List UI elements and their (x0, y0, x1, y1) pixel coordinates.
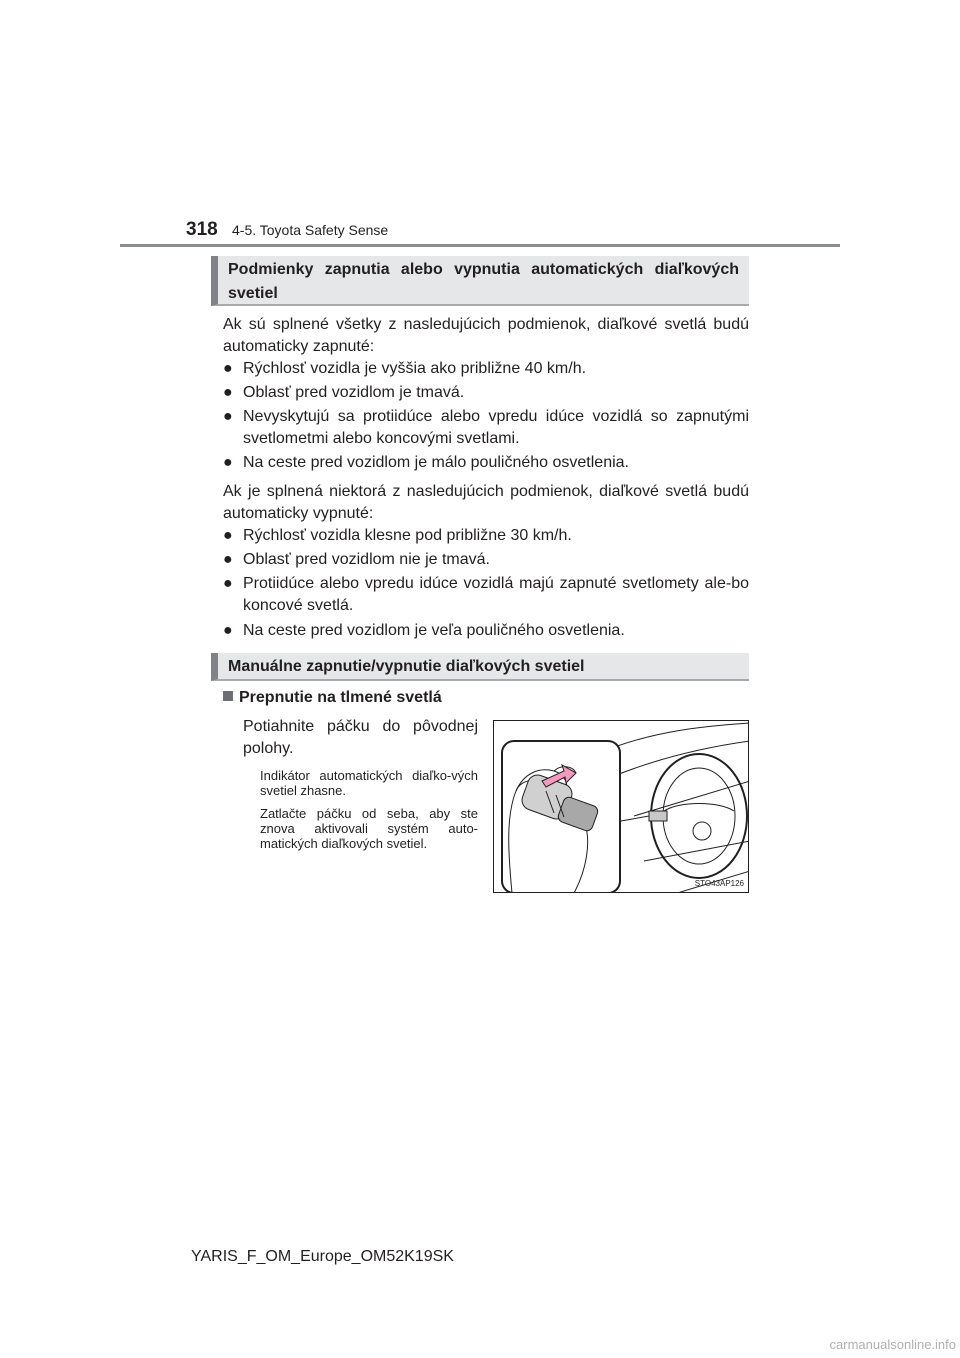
lever-illustration (493, 720, 749, 893)
on-condition-text: Rýchlosť vozidla je vyššia ako približne 40 km/h. (243, 360, 587, 377)
on-condition-item (223, 406, 749, 450)
off-condition-text: Na ceste pred vozidlom je veľa pouličného osvetlenia. (243, 622, 625, 639)
heading-auto-conditions: Podmienky zapnutia alebo vypnutia automatických diaľkových svetiel (211, 256, 749, 306)
heading-manual-toggle: Manuálne zapnutie/vypnutie diaľkových svetiel (211, 653, 749, 681)
note-indicator-off: Indikátor automatických diaľko-vých svetiel zhasne. (260, 768, 478, 798)
figure-code: STO43AP126 (694, 879, 744, 888)
on-condition-item (223, 452, 749, 474)
bullet-icon: ● (223, 360, 233, 377)
subheading-low-beam (223, 689, 442, 707)
off-condition-item (223, 573, 749, 617)
page-number: 318 (186, 219, 218, 240)
header-rule (120, 244, 840, 247)
on-condition-item (223, 382, 749, 404)
on-condition-text: Na ceste pred vozidlom je málo pouličného osvetlenia. (243, 454, 629, 471)
off-condition-text: Oblasť pred vozidlom nie je tmavá. (243, 551, 490, 568)
on-condition-text: Oblasť pred vozidlom je tmavá. (243, 384, 465, 401)
on-condition-text: Nevyskytujú sa protiidúce alebo vpredu idúce vozidlá so zapnutými svetlometmi alebo koncovými svetlami. (243, 408, 749, 447)
bullet-icon: ● (223, 454, 233, 471)
watermark: carmanualsonline.info (829, 1337, 956, 1352)
bullet-icon: ● (223, 575, 233, 592)
off-condition-text: Rýchlosť vozidla klesne pod približne 30 km/h. (243, 527, 572, 544)
section-title: 4-5. Toyota Safety Sense (232, 222, 389, 238)
off-condition-text: Protiidúce alebo vpredu idúce vozidlá majú zapnuté svetlomety ale-bo koncové svetlá. (243, 575, 749, 614)
on-condition-item (223, 358, 749, 380)
bullet-icon: ● (223, 527, 233, 544)
bullet-icon: ● (223, 408, 233, 425)
instruction-text: Potiahnite páčku do pôvodnej polohy. (243, 718, 478, 757)
off-condition-item (223, 525, 749, 547)
off-condition-item (223, 620, 749, 642)
footer-document-code: YARIS_F_OM_Europe_OM52K19SK (191, 1248, 454, 1265)
intro-on-paragraph: Ak sú splnené všetky z nasledujúcich podmienok, diaľkové svetlá budú automaticky zapnuté: (223, 316, 749, 355)
bullet-icon: ● (223, 622, 233, 639)
bullet-icon: ● (223, 384, 233, 401)
off-condition-item (223, 549, 749, 571)
bullet-icon: ● (223, 551, 233, 568)
note-reactivate: Zatlačte páčku od seba, aby ste znova aktivovali systém auto-matických diaľkových svetiel. (260, 806, 478, 851)
square-bullet-icon (223, 691, 233, 701)
lever-drawing (494, 721, 749, 893)
subheading-text: Prepnutie na tlmené svetlá (239, 689, 442, 706)
intro-off-paragraph: Ak je splnená niektorá z nasledujúcich podmienok, diaľkové svetlá budú automaticky vypnuté: (223, 483, 749, 522)
